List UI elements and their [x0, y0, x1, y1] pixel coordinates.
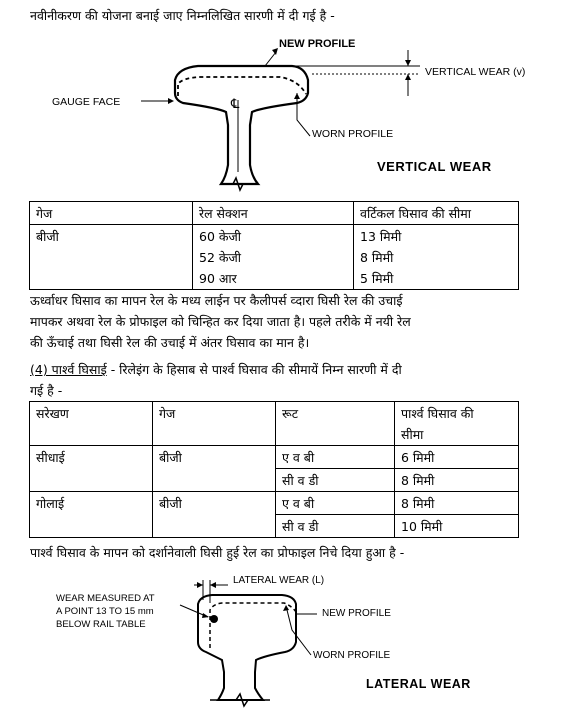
paragraph-vertical-measure: ऊर्ध्वाधर घिसाव का मापन रेल के मध्य लाईन पर कैलीपर्स व्दारा घिसी रेल की उचाई मापकर अथवा रेल के प्रोफाइल को चिन्हित कर दिया जाता है। पहले तरीके में नयी रेल की ऊँचाई तथा घिसी रेल की उचाई में अंतर घिसाव का मान है।: [30, 293, 411, 350]
route-cell: सी व डी: [276, 469, 395, 492]
vertical-wear-label: VERTICAL WEAR (v): [425, 66, 526, 78]
limit-cell: 6 मिमी: [395, 446, 519, 469]
gauge-face-label: GAUGE FACE: [52, 96, 121, 108]
new-profile-label: NEW PROFILE: [279, 38, 356, 50]
table-header-row: [30, 402, 519, 446]
worn-profile-label: WORN PROFILE: [312, 128, 394, 140]
worn-profile-label-2: WORN PROFILE: [313, 650, 391, 661]
gauge-cell: बीजी: [30, 225, 193, 290]
gauge-cell: बीजी: [153, 446, 276, 492]
header-gauge: गेज: [30, 202, 193, 225]
header-route: रूट: [276, 402, 395, 446]
table-header-row: [30, 202, 519, 225]
wear-measured-note: WEAR MEASURED AT A POINT 13 TO 15 mm BELOW RAIL TABLE: [56, 593, 155, 630]
limit-cell: 8 मिमी: [395, 469, 519, 492]
intro-text: नवीनीकरण की योजना बनाई जाए निम्नलिखित सारणी में दी गई है -: [30, 8, 335, 23]
vertical-wear-title: VERTICAL WEAR: [377, 159, 492, 174]
section-cell: 60 केजी 52 केजी 90 आर: [193, 225, 354, 290]
lateral-wear-title: LATERAL WEAR: [366, 677, 471, 691]
centerline-symbol: ℄: [231, 96, 240, 111]
lateral-wear-label: LATERAL WEAR (L): [233, 575, 325, 586]
paragraph-lateral-profile: पार्श्व घिसाव के मापन को दर्शानेवाली घिसी हुई रेल का प्रोफाइल निचे दिया हुआ है -: [30, 545, 405, 560]
route-cell: सी व डी: [276, 515, 395, 538]
table-row: [30, 225, 519, 290]
new-profile-label-2: NEW PROFILE: [322, 608, 391, 619]
limit-cell: 13 मिमी 8 मिमी 5 मिमी: [354, 225, 519, 290]
route-cell: ए व बी: [276, 492, 395, 515]
vertical-wear-limits-table: [29, 201, 519, 290]
gauge-cell: बीजी: [153, 492, 276, 538]
lateral-wear-limits-table: [29, 401, 519, 538]
limit-cell: 8 मिमी: [395, 492, 519, 515]
header-alignment: सरेखण: [30, 402, 153, 446]
header-gauge: गेज: [153, 402, 276, 446]
header-vertical-limit: वर्टिकल घिसाव की सीमा: [354, 202, 519, 225]
route-cell: ए व बी: [276, 446, 395, 469]
section-heading: (4) पार्श्व घिसाई: [30, 362, 107, 377]
header-lateral-limit: पार्श्व घिसाव की सीमा: [395, 402, 519, 446]
alignment-cell: सीधाई: [30, 446, 153, 492]
table-row: [30, 492, 519, 515]
limit-cell: 10 मिमी: [395, 515, 519, 538]
section-lateral-wear: (4) पार्श्व घिसाई - रिलेइंग के हिसाब से पार्श्व घिसाव की सीमायें निम्न सारणी में दी गई है -: [30, 362, 402, 398]
header-rail-section: रेल सेक्शन: [193, 202, 354, 225]
alignment-cell: गोलाई: [30, 492, 153, 538]
table-row: [30, 446, 519, 469]
